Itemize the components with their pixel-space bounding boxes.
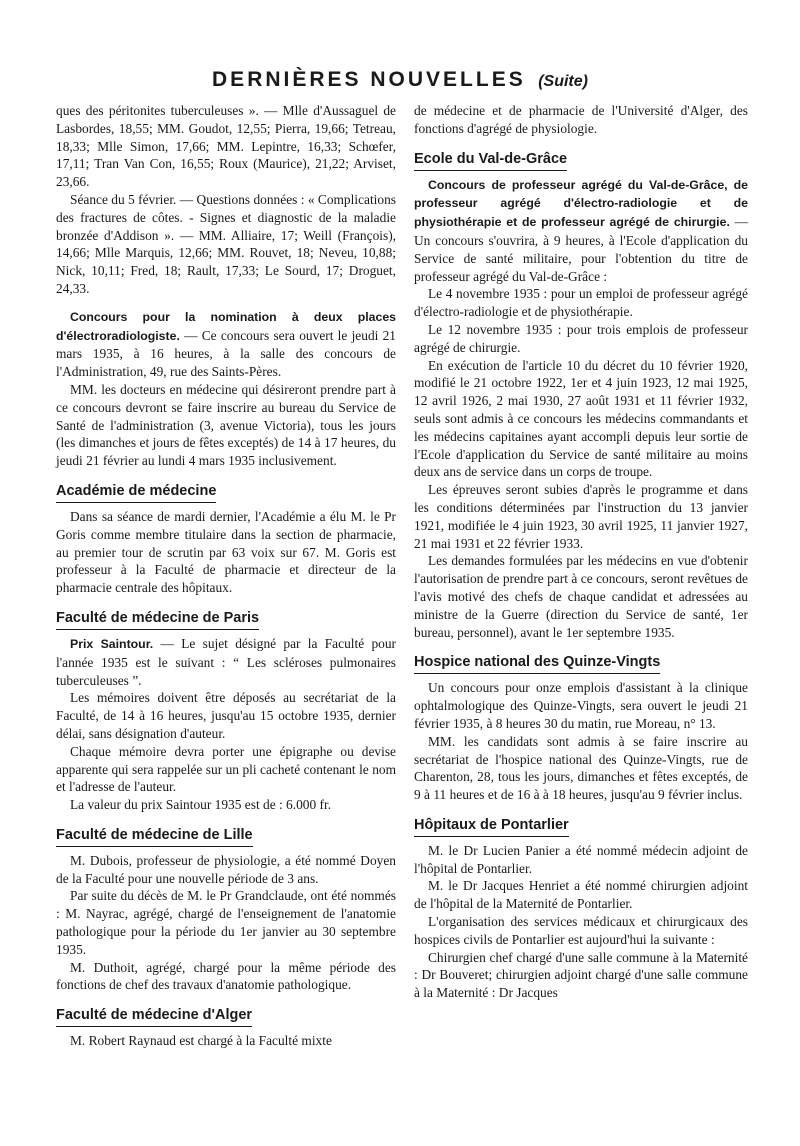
section-heading: Hospice national des Quinze-Vingts [414, 653, 660, 674]
paragraph: L'organisation des services médicaux et chirurgicaux des hospices civils de Pontarlier est aujourd'hui la suivante : [414, 914, 748, 947]
paragraph: M. Dubois, professeur de physiologie, a été nommé Doyen de la Faculté pour une nouvelle période de 3 ans. [56, 852, 396, 886]
paragraph: Le 12 novembre 1935 : pour trois emplois de professeur agrégé de chirurgie. [414, 321, 748, 355]
page-header [0, 68, 800, 92]
paragraph [56, 635, 396, 689]
paragraph: Séance du 5 février. — Questions données : « Complications des fractures de côtes. - Signes et diagnostic de la maladie bronzée d'Addison ». — MM. Alliaire, 17; Weill (François), 14,66; Mlle Marquis, 12,66; MM. Rouvet, 18; Neveu, 10,88; Nick, 10,11; Fred, 18; Rault, 17,33; Le Sourd, 17; Droguet, 24,33. [56, 191, 396, 296]
section-heading: Ecole du Val-de-Grâce [414, 150, 567, 171]
paragraph: M. Duthoit, agrégé, chargé pour la même période des fonctions de chef des travaux d'anatomie pathologique. [56, 959, 396, 993]
paragraph: La valeur du prix Saintour 1935 est de : 6.000 fr. [70, 797, 332, 813]
subheading: Prix Saintour. [70, 636, 154, 651]
subheading: Concours pour la nomination à deux places d'électroradiologiste. [56, 309, 396, 343]
paragraph: Chaque mémoire devra porter une épigraphe ou devise apparente qui sera rappelée sur un pli cacheté contenant le nom et l'adresse de l'auteur. [56, 743, 396, 795]
paragraph: Le 4 novembre 1935 : pour un emploi de professeur agrégé d'électro-radiologie et de physiothérapie. [414, 286, 748, 320]
section-heading: Faculté de médecine de Paris [56, 609, 259, 630]
section-faculte-paris [56, 597, 396, 814]
paragraph: M. Robert Raynaud est chargé à la Faculté mixte [70, 1033, 332, 1049]
paragraph: Les demandes formulées par les médecins en vue d'obtenir l'autorisation de prendre part à ce concours, seront revêtues de l'avis motivé des chefs de chaque candidat et adressées au ministre de la Guerre (direction du Service de santé, 1er bureau, personnel), avant le 1er septembre 1935. [414, 553, 748, 640]
page-title: DERNIÈRES NOUVELLES [212, 68, 526, 91]
section-heading: Hôpitaux de Pontarlier [414, 816, 569, 837]
paragraph [414, 176, 748, 286]
section-val-de-grace [414, 138, 748, 642]
subheading: Concours de professeur agrégé du Val-de-Grâce, de professeur agrégé d'électro-radiologie et de physiothérapie et de professeur agrégé de chirurgie. [414, 177, 748, 230]
paragraph: Les mémoires doivent être déposés au secrétariat de la Faculté, de 14 à 16 heures, jusqu'au 15 octobre 1935, dernier délai, sans désignation d'auteur. [56, 690, 396, 741]
paragraph: Dans sa séance de mardi dernier, l'Académie a élu M. le Pr Goris comme membre titulaire dans la section de pharmacie, au premier tour de scrutin par 63 voix sur 67. M. Goris est professeur à la Faculté de pharmacie et directeur de la pharmacie centrale des hôpitaux. [56, 508, 396, 596]
paragraph: de médecine et de pharmacie de l'Université d'Alger, des fonctions d'agrégé de physiologie. [414, 103, 748, 136]
paragraph: M. le Dr Lucien Panier a été nommé médecin adjoint de l'hôpital de Pontarlier. [414, 842, 748, 876]
section-faculte-alger [56, 994, 396, 1050]
paragraph-text: — Ce concours sera ouvert le jeudi 21 mars 1935, à 16 heures, à la salle des concours de l'Administration, 49, rue des Saints-Pères. [56, 327, 396, 380]
paragraph: M. le Dr Jacques Henriet a été nommé chirurgien adjoint de l'hôpital de la Maternité de Pontarlier. [414, 878, 748, 912]
paragraph: ques des péritonites tuberculeuses ». — Mlle d'Aussaguel de Lasbordes, 18,55; MM. Goudot, 12,55; Pierra, 19,66; Tetreau, 18,33; Mlle Simon, 17,66; MM. Lepintre, 16,33; Schœfer, 17,11; Tran Van Con, 16,55; Roux (Maurice), 21,22; Arviset, 23,66. [56, 103, 396, 190]
paragraph: Les épreuves seront subies d'après le programme et dans les conditions déterminées par l'instruction du 13 janvier 1921, modifiée le 4 juin 1923, 30 avril 1925, 11 janvier 1927, 21 mai 1931 et 22 février 1933. [414, 482, 748, 551]
section-quinze-vingts [414, 641, 748, 804]
page-title-suite: (Suite) [538, 73, 588, 90]
paragraph-text: — Le sujet désigné par la Faculté pour l'année 1935 est le suivant : “ Les scléroses pulmonaires tuberculeuses ”. [56, 635, 396, 688]
paragraph: Chirurgien chef chargé d'une salle commune à la Maternité : Dr Bouveret; chirurgien adjoint chargé d'une salle commune à la Maternité : Dr Jacques [414, 949, 748, 1001]
right-column [414, 102, 748, 1002]
paragraph-text: — Un concours s'ouvrira, à 9 heures, à l'Ecole d'application du Service de santé militaire, pour l'obtention du titre de professeur agrégé du Val-de-Grâce : [414, 214, 748, 284]
section-heading: Académie de médecine [56, 482, 216, 503]
paragraph: MM. les candidats sont admis à se faire inscrire au secrétariat de l'hospice national des Quinze-Vingts, rue de Charenton, 28, tous les jours, dimanches et fêtes exceptés, de 9 à 11 heures et de 16 à à 18 heures, jusqu'au 9 février inclus. [414, 733, 748, 803]
section-heading: Faculté de médecine d'Alger [56, 1006, 252, 1027]
section-pontarlier [414, 804, 748, 1002]
left-column [56, 102, 396, 1050]
paragraph: En exécution de l'article 10 du décret du 10 février 1920, modifié le 21 octobre 1922, 1er et 4 juin 1923, 12 mai 1925, 12 avril 1926, 2 mai 1930, 27 août 1931 et 11 février 1932, seuls sont admis à ce concours les médecins commandants et les médecins capitaines ayant accompli depuis leur sortie de l'Ecole d'application du Service de santé militaire au moins deux ans de service dans un corps de troupe. [414, 357, 748, 480]
paragraph: Un concours pour onze emplois d'assistant à la clinique ophtalmologique des Quinze-Vingts, sera ouvert le jeudi 21 février 1935, à 8 heures 30 du matin, rue Moreau, n° 13. [414, 680, 748, 731]
paragraph: Par suite du décès de M. le Pr Grandclaude, ont été nommés : M. Nayrac, agrégé, chargé de l'enseignement de l'anatomie pathologique pour la période du 1er janvier au 30 septembre 1935. [56, 888, 396, 957]
paragraph: MM. les docteurs en médecine qui désireront prendre part à ce concours devront se faire inscrire au bureau du Service de Santé de l'administration (3, avenue Victoria), tous les jours (les dimanches et jours de fêtes exceptés) de 14 à 17 heures, du jeudi 21 février au lundi 4 mars 1935 inclusivement. [56, 381, 396, 469]
section-academie [56, 470, 396, 597]
section-heading: Faculté de médecine de Lille [56, 826, 253, 847]
section-faculte-lille [56, 814, 396, 994]
paragraph [56, 308, 396, 381]
